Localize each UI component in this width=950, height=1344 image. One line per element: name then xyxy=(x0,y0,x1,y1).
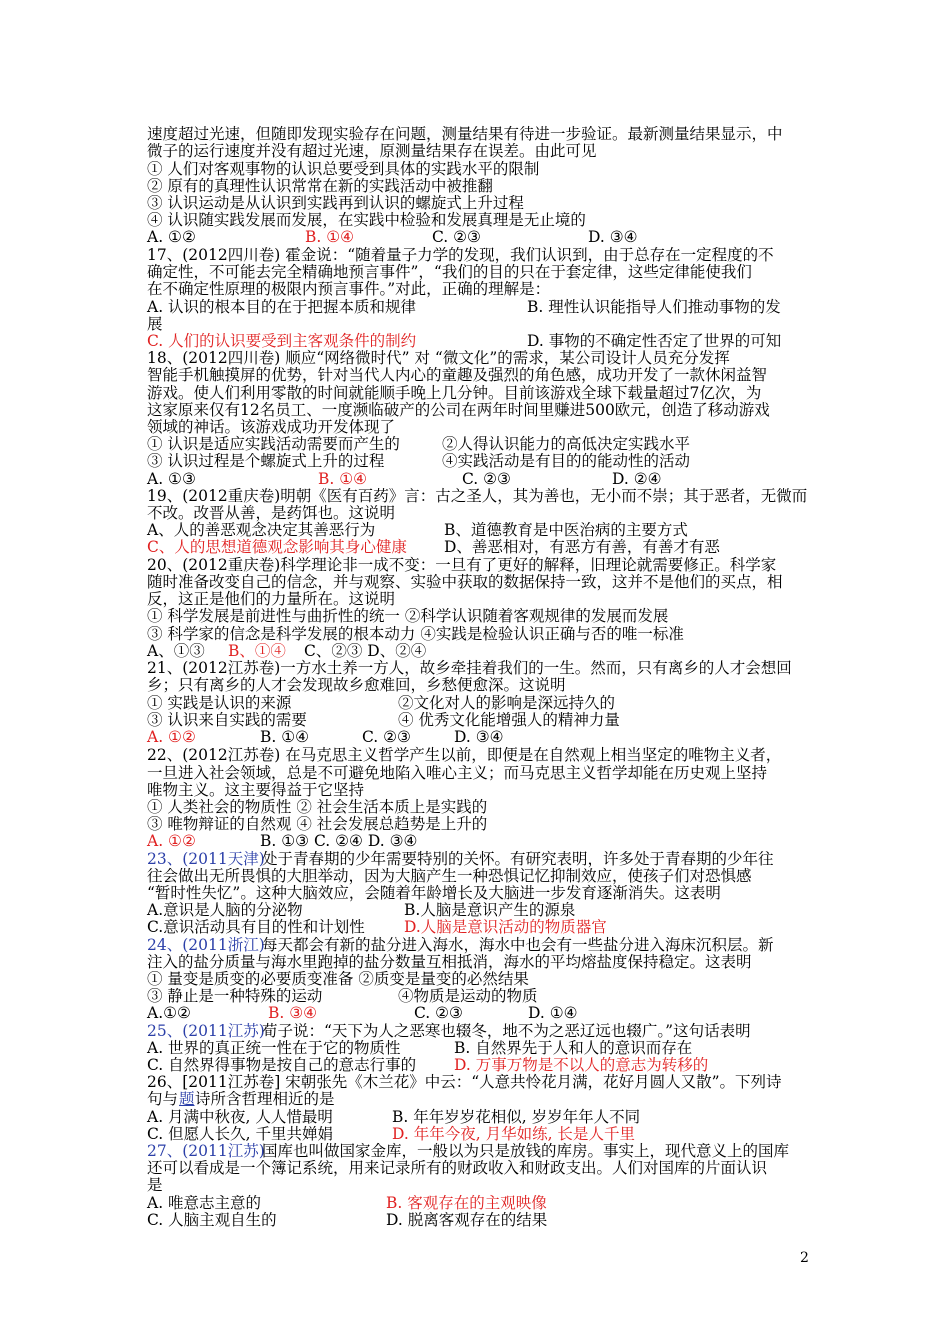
text-line-segment: 游戏。使人们利用零散的时间就能顺手晚上几分钟。目前该游戏全球下载量超过7亿次，为 xyxy=(147,384,762,402)
text-line-segment: 题 xyxy=(179,1090,195,1108)
text-line-segment: ④物质是运动的物质 xyxy=(398,987,538,1005)
text-line-segment: 注入的盐分质量与海水里跑掉的盐分数量互相抵消，海水的平均熔盐度保持稳定。这表明 xyxy=(147,953,752,971)
text-line-segment: 一旦进入社会领域，总是不可避免地陷入唯心主义；而马克思主义哲学却能在历史观上坚持 xyxy=(147,764,768,782)
text-line-segment: A. 认识的根本目的在于把握本质和规律 xyxy=(147,298,417,316)
text-line-segment: ① 科学发展是前进性与曲折性的统一 ②科学认识随着客观规律的发展而发展 xyxy=(147,607,669,625)
text-line-segment: 微子的运行速度并没有超过光速，原测量结果存在误差。由此可见 xyxy=(147,142,597,160)
text-line-segment: 处于青春期的少年需要特别的关怀。有研究表明，许多处于青春期的少年往 xyxy=(262,850,774,868)
page-number: 2 xyxy=(800,1250,809,1266)
text-line-segment: ① 人们对客观事物的认识总要受到具体的实践水平的限制 xyxy=(147,160,540,178)
text-line-segment: 唯物主义。这主要得益于它坚持 xyxy=(147,781,365,799)
text-line-segment: A. ①② xyxy=(147,228,196,246)
text-line-segment: D. 脱离客观存在的结果 xyxy=(386,1211,548,1229)
text-line-segment: ① 量变是质变的必要质变准备 ②质变是量变的必然结果 xyxy=(147,970,529,988)
text-line-segment: A. ①③ xyxy=(147,470,196,488)
text-line-segment: C. 人脑主观自生的 xyxy=(147,1211,277,1229)
text-line-segment: A.意识是人脑的分泌物 xyxy=(147,901,303,919)
text-line-segment: ② 原有的真理性认识常常在新的实践活动中被推翻 xyxy=(147,177,493,195)
text-line-segment: B. 自然界先于人和人的意识而存在 xyxy=(454,1039,693,1057)
text-line-segment: 展 xyxy=(147,315,163,333)
text-line-segment: A. 唯意志主意的 xyxy=(147,1194,262,1212)
text-line-segment: C. 但愿人长久, 千里共婵娟 xyxy=(147,1125,334,1143)
text-line-segment: 24、(2011浙江) xyxy=(147,936,265,954)
text-line-segment: B、①④ xyxy=(228,642,286,660)
text-line-segment: C. ②③ xyxy=(462,470,511,488)
text-line-segment: “暂时性失忆”。这种大脑效应，会随着年龄增长及大脑进一步发育逐渐消失。这表明 xyxy=(147,884,721,902)
text-line-segment: B. 客观存在的主观映像 xyxy=(386,1194,547,1212)
text-line-segment: D. ①④ xyxy=(528,1004,578,1022)
text-line-segment: B. ①④ xyxy=(318,470,368,488)
text-line-segment: 27、(2011江苏) xyxy=(147,1142,265,1160)
text-line-segment: 领域的神话。该游戏成功开发体现了 xyxy=(147,418,396,436)
text-line-segment: B. ①④ xyxy=(305,228,355,246)
text-line-segment: 反，这正是他们的力量所在。这说明 xyxy=(147,590,396,608)
text-line-segment: D. ③④ xyxy=(454,728,504,746)
text-line-segment: 随时准备改变自己的信念，并与观察、实验中获取的数据保持一致，这并不是他们的买点，相 xyxy=(147,573,783,591)
text-line-segment: 25、(2011江苏) xyxy=(147,1022,265,1040)
text-line-segment: ① 认识是适应实践活动需要而产生的 xyxy=(147,435,400,453)
text-line-segment: 22、(2012江苏卷) 在马克思主义哲学产生以前，即便是在自然观上相当坚定的唯物主义者， xyxy=(147,746,782,764)
text-line-segment: 17、(2012四川卷) 霍金说：“随着量子力学的发现，我们认识到，由于总存在一定程度的不 xyxy=(147,246,774,264)
text-line-segment: C. ②③ xyxy=(432,228,481,246)
text-line-segment: ③ 认识运动是从认识到实践再到认识的螺旋式上升过程 xyxy=(147,194,524,212)
text-line-segment: ③ 唯物辩证的自然观 ④ 社会发展总趋势是上升的 xyxy=(147,815,488,833)
text-line-segment: 每天都会有新的盐分进入海水，海水中也会有一些盐分进入海床沉积层。新 xyxy=(262,936,774,954)
text-line-segment: 荀子说：“天下为人之恶寒也辍冬，地不为之恶辽远也辍广。”这句话表明 xyxy=(262,1022,751,1040)
text-line-segment: C. ②③ xyxy=(414,1004,463,1022)
text-line-segment: B. ③④ xyxy=(268,1004,318,1022)
text-line-segment: ③ 认识来自实践的需要 xyxy=(147,711,307,729)
text-line-segment: D、善恶相对，有恶方有善，有善才有恶 xyxy=(444,538,720,556)
text-line-segment: 国库也叫做国家金库，一般以为只是放钱的库房。事实上，现代意义上的国库 xyxy=(262,1142,790,1160)
text-line-segment: 速度超过光速，但随即发现实验存在问题，测量结果有待进一步验证。最新测量结果显示，中 xyxy=(147,125,783,143)
text-line-segment: C.意识活动具有目的性和计划性 xyxy=(147,918,365,936)
text-line-segment: A.①② xyxy=(147,1004,191,1022)
text-line-segment: D. 万事万物是不以人的意志为转移的 xyxy=(454,1056,709,1074)
text-line-segment: 20、(2012重庆卷)科学理论非一成不变：一旦有了更好的解释，旧理论就需要修正。科学家 xyxy=(147,556,777,574)
text-line-segment: 这家原来仅有12名员工、一度濒临破产的公司在两年时间里赚进500欧元，创造了移动游戏 xyxy=(147,401,770,419)
text-line-segment: B.人脑是意识产生的源泉 xyxy=(404,901,576,919)
text-line-segment: B. ①④ xyxy=(260,728,310,746)
text-line-segment: 智能手机触摸屏的优势，针对当代人内心的童趣及强烈的角色感，成功开发了一款休闲益智 xyxy=(147,366,768,384)
text-line-segment: 乡；只有离乡的人才会发现故乡愈难回，乡愁便愈深。这说明 xyxy=(147,676,566,694)
text-line-segment: C、②③ D、②④ xyxy=(304,642,427,660)
text-line-segment: D. ②④ xyxy=(612,470,662,488)
text-line-segment: 23、(2011天津) xyxy=(147,850,265,868)
text-line-segment: A. ①② xyxy=(147,832,196,850)
text-line-segment: D.人脑是意识活动的物质器官 xyxy=(404,918,607,936)
text-line-segment: ②文化对人的影响是深远持久的 xyxy=(398,694,616,712)
text-line-segment: C、人的思想道德观念影响其身心健康 xyxy=(147,538,407,556)
text-line-segment: A. 世界的真正统一性在于它的物质性 xyxy=(147,1039,401,1057)
text-line-segment: A. ①② xyxy=(147,728,196,746)
text-line-segment: C. 自然界得事物是按自己的意志行事的 xyxy=(147,1056,417,1074)
text-line-segment: C. ②③ xyxy=(362,728,411,746)
text-line-segment: ③ 科学家的信念是科学发展的根本动力 ④实践是检验认识正确与否的唯一标准 xyxy=(147,625,684,643)
text-line-segment: 句与 xyxy=(147,1090,179,1108)
text-line-segment: 往会做出无所畏惧的大胆举动，因为大脑产生一种恐惧记忆抑制效应，使孩子们对恐惧感 xyxy=(147,867,752,885)
text-line-segment: ① 实践是认识的来源 xyxy=(147,694,292,712)
text-line-segment: D. ③④ xyxy=(588,228,638,246)
text-line-segment: ④ 认识随实践发展而发展，在实践中检验和发展真理是无止境的 xyxy=(147,211,586,229)
text-line-segment: ③ 静止是一种特殊的运动 xyxy=(147,987,323,1005)
text-line-segment: ②人得认识能力的高低决定实践水平 xyxy=(442,435,691,453)
text-line-segment: 21、(2012江苏卷)一方水土养一方人，故乡牵挂着我们的一生。然而，只有离乡的人才会想回 xyxy=(147,659,792,677)
text-line-segment: B. 理性认识能指导人们推动事物的发 xyxy=(527,298,781,316)
text-line-segment: ④ 优秀文化能增强人的精神力量 xyxy=(398,711,620,729)
text-line-segment: 19、(2012重庆卷)明朝《医有百药》言：古之圣人，其为善也，无小而不崇；其于恶者，无微而 xyxy=(147,487,808,505)
text-line-segment: 还可以看成是一个簿记系统，用来记录所有的财政收入和财政支出。人们对国库的片面认识 xyxy=(147,1159,768,1177)
text-line-segment: ① 人类社会的物质性 ② 社会生活本质上是实践的 xyxy=(147,798,488,816)
text-line-segment: 确定性，不可能去完全精确地预言事件”，“我们的目的只在于套定律，这些定律能使我们 xyxy=(147,263,752,281)
text-line-segment: A. 月满中秋夜, 人人惜最明 xyxy=(147,1108,333,1126)
text-line-segment: 不改。改晋从善，是药饵也。这说明 xyxy=(147,504,396,522)
text-line-segment: D. 年年今夜, 月华如练, 长是人千里 xyxy=(392,1125,635,1143)
text-line-segment: 在不确定性原理的极限内预言事件。”对此，正确的理解是： xyxy=(147,280,551,298)
text-line-segment: B. 年年岁岁花相似, 岁岁年年人不同 xyxy=(392,1108,641,1126)
text-line-segment: 26、[2011江苏卷] 宋朝张先《木兰花》中云：“人意共怜花月满，花好月圆人又散”。下列诗 xyxy=(147,1073,782,1091)
text-line-segment: A、人的善恶观念决定其善恶行为 xyxy=(147,521,376,539)
text-line-segment: ③ 认识过程是个螺旋式上升的过程 xyxy=(147,452,385,470)
text-line-segment: 诗所含哲理相近的是 xyxy=(195,1090,335,1108)
text-line-segment: B. ①③ C. ②④ D. ③④ xyxy=(260,832,418,850)
text-line-segment: A、①③ xyxy=(147,642,205,660)
text-line-segment: B、道德教育是中医治病的主要方式 xyxy=(444,521,688,539)
text-line-segment: 18、(2012四川卷) 顺应“网络微时代” 对 “微文化”的需求，某公司设计人员充分发挥 xyxy=(147,349,730,367)
text-line-segment: D. 事物的不确定性否定了世界的可知 xyxy=(527,332,782,350)
text-line-segment: 是 xyxy=(147,1176,163,1194)
text-line-segment: ④实践活动是有目的的能动性的活动 xyxy=(442,452,691,470)
text-line-segment: C. 人们的认识要受到主客观条件的制约 xyxy=(147,332,417,350)
